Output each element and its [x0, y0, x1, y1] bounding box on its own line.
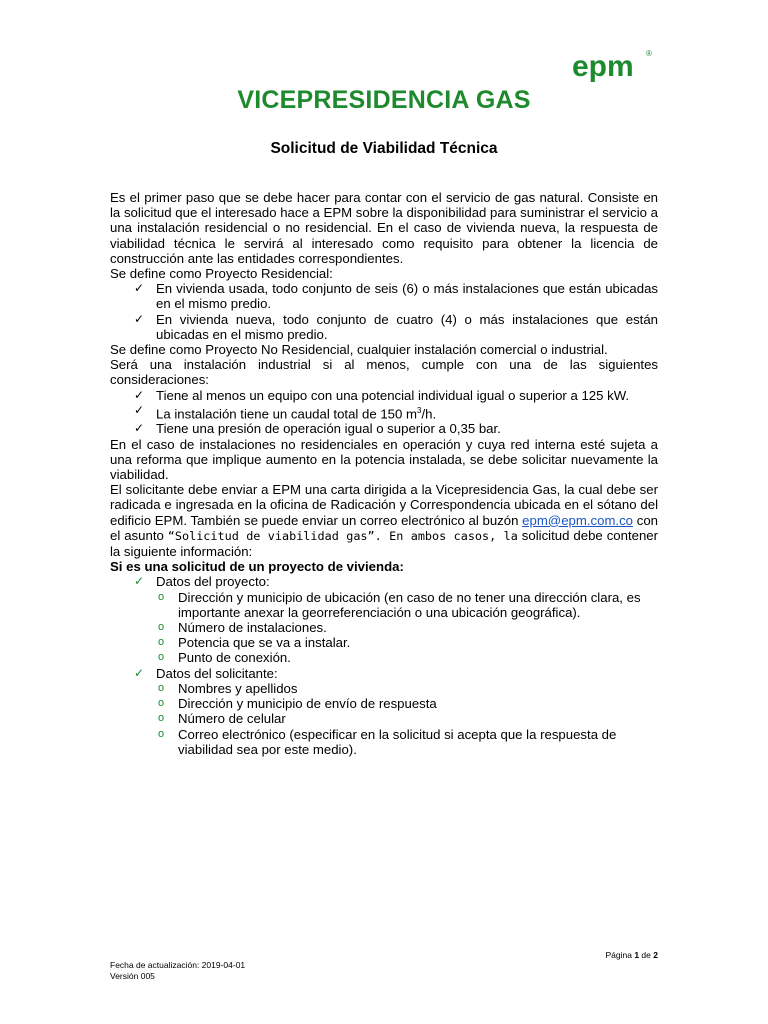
logo-text: epm — [572, 50, 634, 83]
superscript: 3 — [417, 405, 422, 415]
reform-paragraph: En el caso de instalaciones no residenciales en operación y cuya red interna esté sujeta a una reforma que implique aumento en la potencia instalada, se debe solicitar nuevamente la viabilidad. — [110, 436, 658, 483]
list-item: ✓ Tiene una presión de operación igual o superior a 0,35 bar. — [110, 421, 658, 436]
industrial-list — [110, 388, 658, 437]
epm-logo — [572, 46, 662, 86]
project-data-list — [110, 574, 658, 589]
of-word: de — [641, 950, 651, 960]
page-current: 1 — [634, 950, 640, 960]
list-item — [110, 403, 658, 422]
item-text: La instalación tiene un caudal total de 150 m — [156, 406, 418, 422]
document-body — [110, 190, 658, 757]
page-total: 2 — [653, 950, 658, 960]
list-item: ✓ Tiene al menos un equipo con una potencial individual igual o superior a 125 kW. — [110, 388, 658, 403]
page-word: Página — [605, 950, 632, 960]
list-item: o Potencia que se va a instalar. — [110, 635, 658, 650]
list-item: ✓ En vivienda usada, todo conjunto de seis (6) o más instalaciones que están ubicadas en el mismo predio. — [110, 281, 658, 311]
update-date: Fecha de actualización: 2019-04-01 — [110, 960, 246, 970]
list-item: o Dirección y municipio de ubicación (en caso de no tener una dirección clara, es importante anexar la georreferenciación o una ubicación geográfica). — [110, 590, 658, 620]
submit-text-a: El solicitante debe enviar a EPM una carta dirigida a la Vicepresidencia Gas, la cual debe ser radicada e ingresada en la oficina de Radicación y Correspondencia ubicada en el sótano del edificio EPM. También se puede enviar un correo electrónico al buzón — [110, 482, 658, 528]
applicant-data-label: ✓ Datos del solicitante: — [110, 666, 658, 681]
page-subtitle: Solicitud de Viabilidad Técnica — [270, 140, 498, 157]
page-title: VICEPRESIDENCIA GAS — [237, 86, 531, 114]
email-link[interactable]: epm@epm.com.co — [522, 512, 634, 528]
industrial-heading: Será una instalación industrial si al menos, cumple con una de las siguientes consideraciones: — [110, 357, 658, 388]
applicant-data-list — [110, 666, 658, 681]
non-residential-paragraph: Se define como Proyecto No Residencial, cualquier instalación comercial o industrial. — [110, 342, 608, 358]
version-label: Versión 005 — [110, 971, 155, 981]
project-data-items — [110, 590, 658, 666]
list-item: ✓ En vivienda nueva, todo conjunto de cuatro (4) o más instalaciones que están ubicadas en el mismo predio. — [110, 312, 658, 342]
submit-text-c: solicitud debe contener la siguiente información: — [110, 527, 659, 560]
registered-mark: ® — [646, 49, 652, 58]
item-tail: /h. — [421, 406, 437, 422]
list-item: o Número de instalaciones. — [110, 620, 658, 635]
list-item: o Dirección y municipio de envío de respuesta — [110, 696, 658, 711]
footer-info — [110, 960, 245, 982]
residential-list — [110, 281, 658, 342]
list-item: o Correo electrónico (especificar en la solicitud si acepta que la respuesta de viabilidad sea por este medio). — [110, 727, 658, 757]
list-item: o Nombres y apellidos — [110, 681, 658, 696]
submit-text-b: con el asunto — [110, 512, 658, 543]
list-item: o Número de celular — [110, 711, 658, 726]
list-item: o Punto de conexión. — [110, 650, 658, 665]
project-data-label: ✓ Datos del proyecto: — [110, 574, 658, 589]
page-number — [605, 950, 658, 960]
applicant-data-items — [110, 681, 658, 757]
submit-paragraph — [110, 482, 658, 559]
residential-heading: Se define como Proyecto Residencial: — [110, 266, 333, 282]
housing-heading: Si es una solicitud de un proyecto de vivienda: — [110, 559, 404, 575]
intro-paragraph: Es el primer paso que se debe hacer para contar con el servicio de gas natural. Consiste en la solicitud que el interesado hace a EPM sobre la disponibilidad para suministrar el servicio a una instalación residencial o no residencial. En el caso de vivienda nueva, la respuesta de viabilidad técnica le servirá al interesado como requisito para obtener la licencia de construcción ante las entidades correspondientes. — [110, 190, 658, 266]
email-subject: “Solicitud de viabilidad gas”. En ambos casos, la — [167, 528, 518, 543]
